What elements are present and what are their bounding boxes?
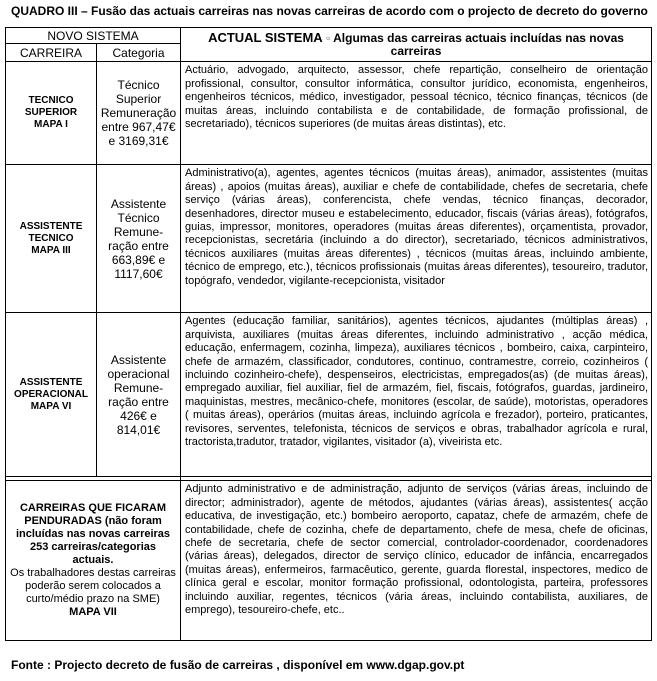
carreira-header: CARREIRA [6, 44, 97, 62]
carreira-cell-tecnico-superior [6, 62, 97, 165]
categoria-line: entre 967,47€ [101, 120, 176, 135]
categoria-cell-assistente-operacional [97, 313, 181, 477]
carreira-line: ASSISTENTE [19, 376, 83, 388]
careers-table [5, 27, 652, 641]
carreira-mapa: MAPA I [34, 119, 68, 131]
actual-sistema-title: ACTUAL SISTEMA [208, 30, 323, 45]
pendentes-title: CARREIRAS QUE FICARAM PENDURADAS (não foram incluídas nas novas carreiras 253 carreiras/categorias actuais. [15, 502, 171, 567]
categoria-line: Técnico [117, 210, 160, 225]
categoria-line: e 3169,31€ [108, 134, 169, 149]
carreira-mapa: MAPA III [31, 244, 71, 256]
carreira-line: ASSISTENTE [19, 220, 83, 232]
page-title: QUADRO III – Fusão das actuais carreiras nas novas carreiras de acordo com o projecto de decreto do governo [11, 4, 648, 18]
categoria-line: ração entre [108, 394, 169, 409]
pendentes-note: Os trabalhadores destas carreiras poderão serem colocados a curto/médio prazo na SME) [10, 567, 176, 606]
categoria-line: Assistente [110, 352, 167, 367]
categoria-line: 1117,60€ [114, 266, 163, 281]
pendentes-cell [6, 481, 181, 641]
carreira-cell-assistente-operacional [6, 313, 97, 477]
carreira-line: TECNICO [28, 95, 74, 107]
categoria-line: Técnico [117, 78, 160, 93]
categoria-line: Remune- [113, 380, 164, 395]
categoria-cell-tecnico-superior [97, 62, 181, 165]
carreira-line: TECNICO [28, 232, 74, 244]
pendentes-mapa: MAPA VII [69, 606, 117, 619]
bullet-icon: ○ [326, 35, 331, 43]
carreira-cell-assistente-tecnico [6, 165, 97, 313]
categoria-line: Remuneração [100, 106, 177, 121]
categoria-line: ração entre [108, 238, 169, 253]
carreira-mapa: MAPA VI [30, 400, 72, 412]
description-cell-assistente-operacional: Agentes (educação familiar, sanitários), agentes técnicos, ajudantes (múltiplas áreas) , arquivista, auxiliares (muitas áreas diferentes, incluindo administrativo , acção médica, educação, enfermagem, cozinha, limpeza), auxiliares técnicos , bombeiro, caixa, carpinteiro, chefe de armazém, classificador, condutores, continuo, contramestre, correio, cozinheiros ( incluindo cozinheiro-chefe), despenseiros, electricistas, empregados(as) (de muitas áreas), empregado auxiliar, fiel auxiliar, fiel de armazém, fiel, fiscais, fotógrafos, guardas, jardineiro, maquinistas, mestres, mecânico-chefe, monitores (escolar, de saúde), motoristas, operadores ( muitas áreas), operários (muitas áreas, incluindo agrícola e frezador), porteiro, praticantes, revisores, serventes, telefonista, técnicos de serviços e obras, trabalhador agrícola e rural, tractorista,tradutor, tratador, vigilantes, visitador (a), viveirista etc. [181, 313, 652, 477]
description-cell-tecnico-superior: Actuário, advogado, arquitecto, assessor, chefe repartição, conselheiro de orientação profissional, consultor, consultor informática, consultor jurídico, economista, engenheiros, engenheiros técnicos, médico, investigador, pessoal técnico, técnico finanças, técnicos (de muitas áreas, incluindo contabilista e de contabilidade, de formação profissional, de secretariado), técnicos superiores (de muitas áreas distintas), etc. [181, 62, 652, 165]
categoria-line: Remune- [113, 224, 164, 239]
categoria-line: 426€ e [120, 408, 157, 423]
categoria-header: Categoria [97, 44, 181, 62]
categoria-line: 814,01€ [116, 422, 161, 437]
categoria-line: Assistente [110, 196, 167, 211]
carreira-line: OPERACIONAL [14, 388, 88, 400]
categoria-line: operacional [107, 366, 170, 381]
categoria-line: Superior [115, 92, 162, 107]
description-cell-assistente-tecnico: Administrativo(a), agentes, agentes técnicos (muitas áreas), animador, assistentes (muitas áreas) , apoios (muitas áreas), auxiliar e chefe de contabilidade, chefes de secretaria, chefe serviço (várias áreas), conferencista, chefe vendas, técnico finanças, decorador, desenhadores, director museu e estabelecimento, educador, fiscais (várias áreas), fotógrafos, guias, impressor, monitores, operadores (muitas áreas diferentes), orçamentista, provador, recepcionistas, secretária (incluindo a do director), secretariado, técnicos administrativos, técnicos auxiliares (muitas áreas diferentes) , técnicos (muitas áreas, incluindo ambiente, técnico de emprego, etc.), técnicos profissionais (muitas áreas diferentes), tesoureiro, tradutor, topógrafo, vendedor, vigilante-recepcionista, visitador [181, 165, 652, 313]
description-cell-pendentes: Adjunto administrativo e de administração, adjunto de serviços (várias áreas, incluindo de director; administrador), agente de métodos, ajudantes (várias áreas), assistentes( acção educativa, de investigação, etc.) bombeiro aeroporto, capataz, chefe de armazém, chefe de contabilidade, chefe de cozinha, chefe de departamento, chefe de mesa, chefe de oficinas, chefe de secretaria, chefe de sector comercial, controlador-coordenador, coordenadores (várias áreas), delegados, director de serviço clínico, educador de infância, encarregados (muitas áreas), enfermeiros, farmacêutico, gerente, guarda florestal, inspectores, medico de clínica geral e escolar, monitor formação profissional, odontologista, parteira, professores incluindo auxiliar, regentes, técnicos (vária áreas, incluindo contabilista, auxiliares, de emprego), tesoureiro-chefe, etc.. [181, 481, 652, 641]
categoria-line: 663,89€ e [111, 252, 166, 267]
categoria-cell-assistente-tecnico [97, 165, 181, 313]
source-note: Fonte : Projecto decreto de fusão de carreiras , disponível em www.dgap.gov.pt [11, 658, 465, 672]
actual-sistema-subtitle-a: Algumas das carreiras actuais incluídas nas novas [333, 31, 624, 45]
carreira-line: SUPERIOR [24, 107, 78, 119]
actual-sistema-subtitle-b: carreiras [390, 44, 442, 59]
novo-sistema-header: NOVO SISTEMA [6, 28, 181, 44]
actual-sistema-header [181, 28, 652, 62]
